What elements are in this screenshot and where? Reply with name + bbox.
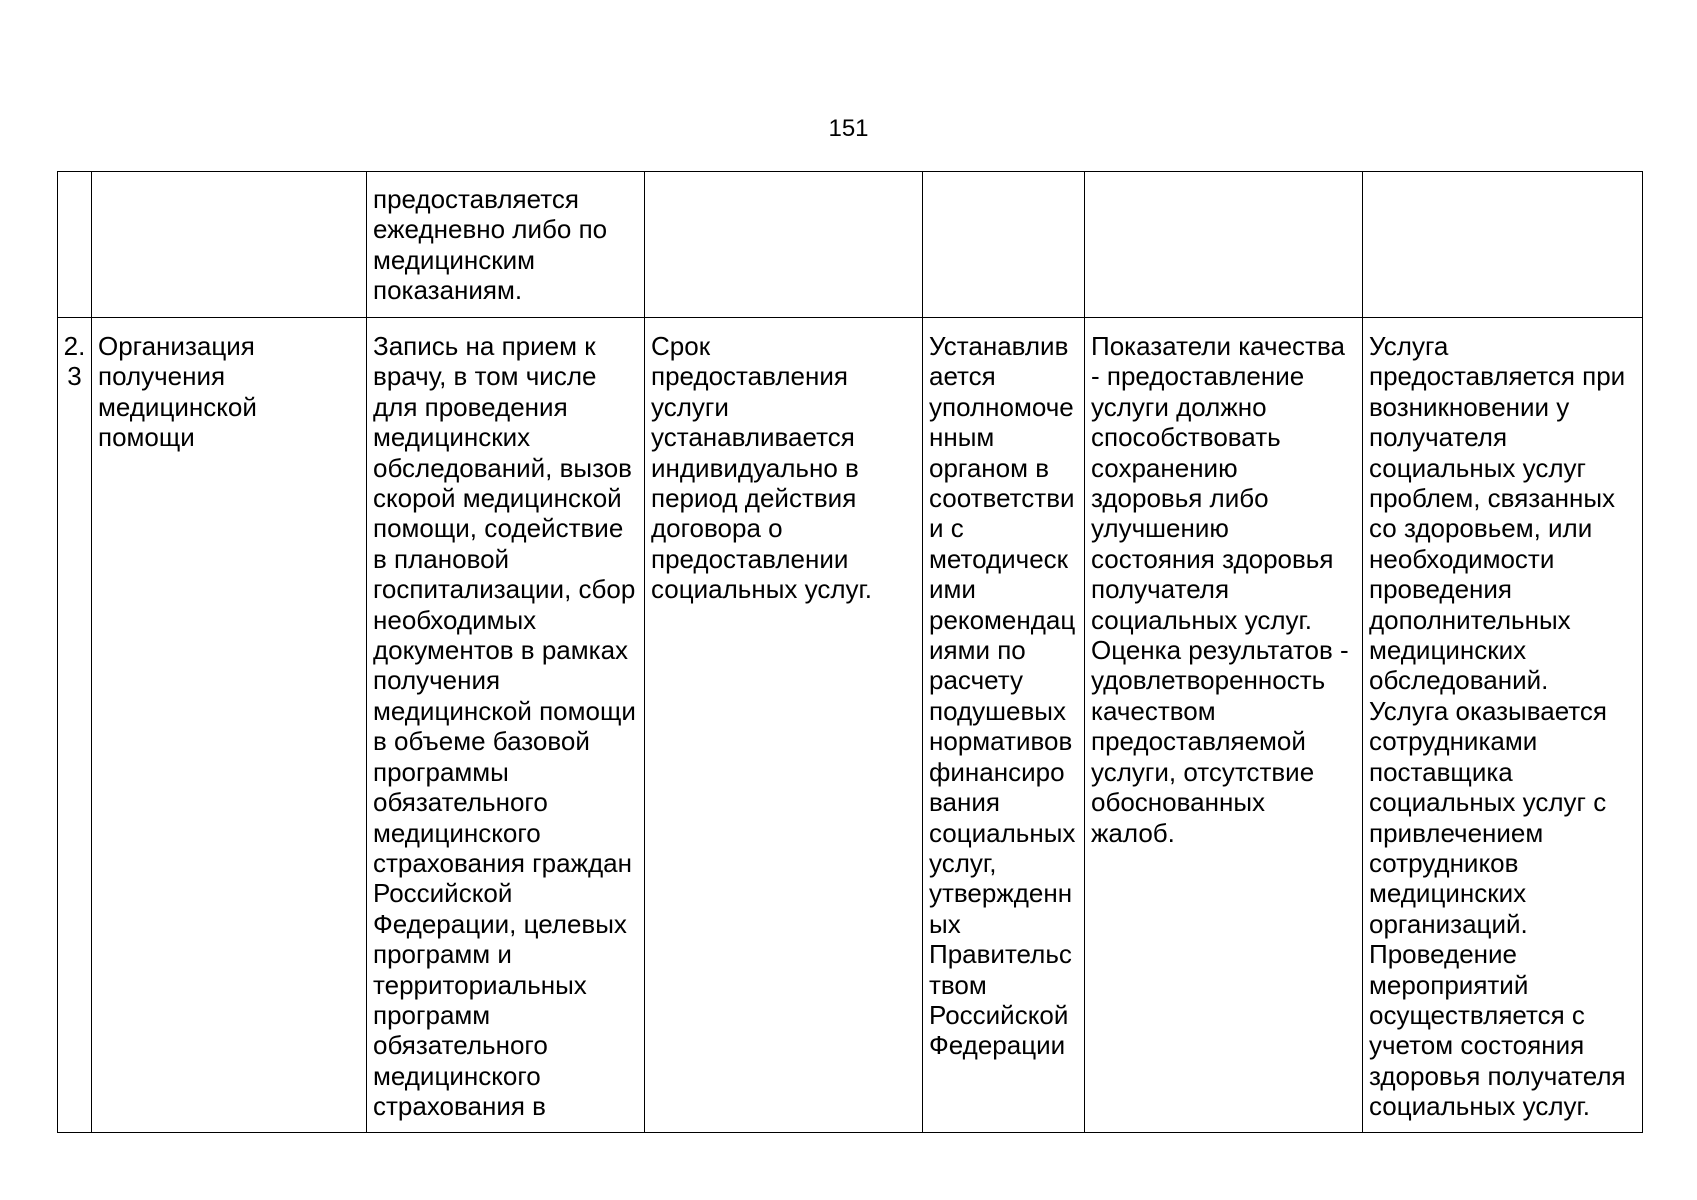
services-table: [57, 171, 1643, 1133]
cell-number: [58, 172, 92, 318]
cell-per-capita-norm: [923, 172, 1085, 318]
cell-quality-indicators: Показатели качества - предоставление услуги должно способствовать сохранению здоровья либо улучшению состояния здоровья получателя социальных услуг. Оценка результатов - удовлетворенность качеством предоставляемой услуги, отсутствие обоснованных жалоб.: [1085, 318, 1363, 1133]
page-number: 151: [828, 115, 869, 142]
cell-service-term: [645, 172, 923, 318]
cell-service-description: предоставляется ежедневно либо по медицинским показаниям.: [367, 172, 645, 318]
cell-service-term: Срок предоставления услуги устанавливается индивидуально в период действия договора о предоставлении социальных услуг.: [645, 318, 923, 1133]
table-row: [58, 318, 1643, 1133]
table-row: [58, 172, 1643, 318]
cell-service-name: [92, 172, 367, 318]
cell-conditions: [1363, 172, 1643, 318]
cell-conditions: Услуга предоставляется при возникновении у получателя социальных услуг проблем, связанных со здоровьем, или необходимости проведения дополнительных медицинских обследований. Услуга оказывается сотрудниками поставщика социальных услуг с привлечением сотрудников медицинских организаций. Проведение мероприятий осуществляется с учетом состояния здоровья получателя социальных услуг.: [1363, 318, 1643, 1133]
cell-per-capita-norm: Устанавлив ается уполномоче нным органом в соответстви и с методическ ими рекомендац иями по расчету подушевых нормативов финансиро вания социальных услуг, утвержденн ых Правительс твом Российской Федерации: [923, 318, 1085, 1133]
cell-service-name: Организация получения медицинской помощи: [92, 318, 367, 1133]
cell-quality-indicators: [1085, 172, 1363, 318]
cell-service-description: Запись на прием к врачу, в том числе для проведения медицинских обследований, вызов скорой медицинской помощи, содействие в плановой госпитализации, сбор необходимых документов в рамках получения медицинской помощи в объеме базовой программы обязательного медицинского страхования граждан Российской Федерации, целевых программ и территориальных программ обязательного медицинского страхования в: [367, 318, 645, 1133]
cell-number: 2. 3: [58, 318, 92, 1133]
